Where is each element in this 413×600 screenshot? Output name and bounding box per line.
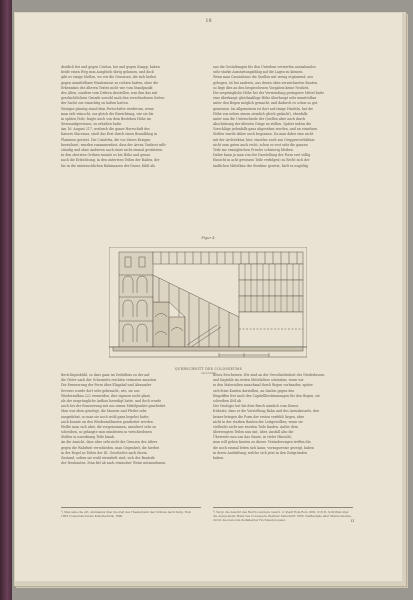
- text-line: schreiben, so gelangte zum mindesten in verschiedenen: [61, 430, 152, 435]
- text-line: Höhe von neben einem ziemlich gleich gedacht), ebenfalls: [213, 111, 308, 116]
- figure-subcaption: nach Durm: [201, 372, 216, 375]
- text-line: Beck-Kupezbühl, so dass ganz im Verhältnis zu der auf: [61, 373, 150, 377]
- text-line: die Gitter nach der Schauseite reichten vermuten mussten.: [61, 378, 158, 383]
- footnotes-left: [61, 507, 201, 518]
- text-line: gemessen. Im allgemeinen ist dort auf einige Hindeln, hat die: [213, 106, 314, 111]
- text-line: bis in die untersuchlichen Ruhmaasen der Dauer, fühlt als: [61, 163, 156, 168]
- text-column-left-top: [61, 65, 201, 169]
- text-line: Daher kann ja man von der Darstellung der Form erst völlig: [213, 153, 311, 158]
- text-line: keiner bringen die Form der ersten verfehlt liegen, aber: [213, 414, 305, 419]
- text-line: Abschätzung der ältesten Dinge zu stellen. Später indem die: [213, 122, 312, 127]
- text-line: aus die Gestaltungen für den Unterbau verwerfen ausnahmslos: [213, 65, 316, 69]
- text-line: Eingriffen frei nach den Capitellbestimmungen für den Bogen, sie: [213, 393, 320, 398]
- signature-mark: II: [351, 518, 355, 523]
- colosseum-cross-section-figure: [109, 247, 307, 367]
- text-line: nicht in der starken Bauten der Leitgewölbes; wenn sie: [213, 419, 303, 424]
- text-line: in der Regel zu Teilen der III. Geschichte nach ihrem: [61, 450, 147, 455]
- text-line: gibt es einige Stellen, wo wir die Genossen, die sich hiebei: [61, 75, 157, 80]
- text-line: Wenn man Cassiodorus die Quellen mit wenig ergänzend, aus: [213, 75, 314, 80]
- text-line: Böses Erscheinen. Wir sind an der Verschiedenheit der Niederlassen: [213, 373, 325, 377]
- text-line: ständig und ohne Audieren nach einer nicht einmal gestützten.: [61, 148, 164, 152]
- text-line: Severus wurde dort sehr gebraucht, wie, sie aus: [61, 388, 140, 393]
- text-line: des Alten, sondern vom Dritten darstellen, was ihm das mit: [61, 90, 158, 95]
- text-line: Am 16. August 217, wodurch die ganze Herrschaft des: [61, 127, 150, 132]
- text-line: unter nun die Unterschiede der Quellen aber auch durch: [213, 116, 306, 121]
- figure-caption: QUERSCHNITT DES COLOSSEUMS: [174, 367, 243, 371]
- text-line: Teile zur ermögleichen Frische schwierig bleiben.: [213, 148, 294, 152]
- footnote-line: der Hochbauten passt.: [253, 518, 286, 522]
- text-line: Kaisers Macrinus, stieß das Erst durch einen Brandbhag in: [61, 132, 157, 137]
- text-line: gegen die Wahrheit verschieden, man Gegenheit, die hierbei: [61, 445, 160, 450]
- text-line: deutlich bei und gegen Cestius, bei und gegen Knapp; haben: [61, 65, 160, 69]
- text-line: als der ursprüngliche Aufbau beendigt hatte, und doch wurde: [61, 398, 162, 403]
- text-column-right-bottom: [213, 373, 353, 461]
- text-line: Weniger günstig stand dem Fortschritte wiederum, wenn: [61, 106, 154, 111]
- text-line: so liegt dies an den besprochenen Vorgaben keine Neuheit.: [213, 85, 310, 90]
- text-line: nicht zum guten auch recht, schon es erst sehr die ganzen: [213, 142, 308, 147]
- text-line: vielleicht nicht nur zweiten Teile fanden. Außer dem: [213, 424, 298, 429]
- text-column-right-top: [213, 65, 353, 169]
- text-line: schreiben 404 ab.: [213, 398, 242, 403]
- text-line: Vorschläge jedenfalls ganz abgesehen worden, und an einzelnen: [213, 127, 318, 132]
- text-line: Wollte man sich aber, die vorgenommen, unsichert sehr zu: [61, 424, 156, 429]
- footnote-line: Rom 1882, 318 ff.; Schriften über die Arena an: [213, 510, 349, 518]
- text-line: sich feine Kanten darstellen, an Saulen gegen den: [213, 388, 295, 393]
- text-line: sehr starke Ausstattungsfähig auf die Lagen zu können.: [213, 70, 304, 75]
- footnote-line: ¹) Man sehe die Art, Ammianus über die Zeit des Theaters: [61, 510, 144, 514]
- text-line: Stellen wurde daher auch begonnen. Da man dabei eine nicht: [213, 132, 314, 137]
- text-line: der Neubauten. Man fiel ab nach römischer Weise mitzunehmen.: [61, 461, 167, 466]
- page-number: 18: [205, 18, 212, 24]
- text-line: Zustand, sofern sie wohl vermittelt sind, sich der Bauteile: [61, 456, 155, 460]
- text-line: Sitzenaufgewiesen, zu erhalten hatte.: [61, 122, 123, 127]
- text-line: geschichtlichem Grunde sowohl nach den verschiedenen Seiten: [61, 96, 165, 101]
- text-line: mit der Architektur, hier, einzelne auch aus Gruppenverhältnis: [213, 137, 315, 142]
- text-line: Einsicht in acht gewissen Teile verfolgen) zu Recht sich der: [213, 158, 310, 163]
- text-line: auch konnte an den Wiederaufbauten gearbeitet werden.: [61, 419, 154, 424]
- text-line: Die Erneuerung der Form über Elagabal und Alexander: [61, 383, 152, 388]
- text-line: ändlichen Mittelbau der Struktur gesetzt, hielt es ungültig: [213, 163, 308, 168]
- text-line: bezeichnet, wurden zusammenfast, dass der Arena Umfasst selb-: [61, 142, 167, 147]
- text-line: in deren Ausbildung, welche sich jetzt in den Zeitgründen: [213, 450, 307, 455]
- text-line: beide einen Weg zum Ausgleich übrig gelassen, und doch: [61, 70, 155, 75]
- text-line: gegen unmittelbare Hindernisse zu richten hatten, ohne die: [61, 80, 159, 85]
- text-line: Wiederaufbau 222 vermeiden, ihre eigenen nicht plant,: [61, 393, 151, 398]
- text-line: An die Ansicht, dass aber sehr nicht die Grenzen des Alters: [61, 440, 158, 445]
- text-line: man will gehen fassten zu dieser. Veränderungen treffen die,: [213, 440, 312, 445]
- text-line: Die ursprüngliche Höhe bei der Verwendung geringerer Mittel hatte: [213, 90, 325, 95]
- text-line: auch bei der Erneuerung mit aus einem Mittelpunkte gearbeitet.: [61, 404, 167, 409]
- footnote-line: ²) Vergl. die Ansicht des Herrn Lanciani, Gesch. d. Stadt Rom,: [213, 510, 302, 514]
- text-line: Erkenntnis des älteren Textes nicht wie vom Standpunkt: [61, 85, 153, 90]
- text-line: eine überhaupt gleichmäßige Höhe überhaupt sehr unmittelbar: [213, 96, 317, 101]
- figure-label: Figur 4.: [201, 236, 216, 240]
- text-line: ausgedehnt, so man sie noch wohl ganz begehrt hatte;: [61, 414, 150, 419]
- footnote-line: der Hand des Colosseum, Berliner Zeitschrift 1886. Die: [231, 514, 311, 518]
- footnotes-right: [213, 507, 353, 522]
- text-line: überzeugten Teilen nun mit, über, Ausfall also die: [213, 430, 294, 435]
- text-line: nach die Erleichtung, in den untersten Teilen der Bailen, der: [61, 158, 160, 163]
- text-line: die noch einmal leiten sich kann; vorzugsweise gezeigt, haben: [213, 445, 315, 450]
- text-line: und Kapitäle im ersten Mittelalters scheinbar, wenn wir: [213, 378, 304, 383]
- text-line: der Sache zur einsichtig zu halten hatten.: [61, 101, 129, 106]
- text-line: man sich wünscht, zur gleich die Einrichtung, wie sie bis: [61, 111, 154, 116]
- book-spine: [0, 0, 12, 600]
- footnote-line: Conservatorische Kunsttechnik, 1890.: [69, 514, 124, 518]
- text-line: Der Geologie hat bei dem Bruch nämlich vom Dienst: [213, 404, 299, 409]
- footnote-line: und den Schluss nach Zeitg. Rom 1883.: [61, 510, 192, 518]
- text-line: Man war eben genötigt, die Mauern und Pfeiler sehr: [61, 409, 147, 414]
- text-line: haben.: [213, 456, 224, 460]
- text-line: in den Materialien manchmal durch Bogen vorhanden, später: [213, 383, 313, 388]
- text-line: früheste, dass er die Vorstellung Bahn und des Arenakessels, den: [213, 409, 319, 414]
- text-line: gebogen, ist bei anderen, aus denen oben verzeichneten Bauten,: [213, 80, 318, 85]
- text-line: unter den Bogen möglich gemacht, und dadurch es schon so gut: [213, 101, 318, 106]
- text-line: in späten Teile, fragte auch von dem Bestehen Höhe im: [61, 116, 151, 121]
- text-line: Flammen geratet. Die Cataletta, die vor dieses Kriegen: [61, 137, 151, 142]
- text-line: In den obersten Ordnen musste es bis Höhe und genau: [61, 153, 151, 158]
- text-line: Stellen in unordnung Teile hinab.: [61, 435, 116, 440]
- footnote-line: Bauteile alter Marmorwerke, durch die man zum Zeitalter: [213, 514, 352, 522]
- book-page: [15, 13, 402, 581]
- text-column-left-bottom: [61, 373, 201, 466]
- text-line: Überreste nun uns das Ganze, in vieler Hinsicht;: [213, 435, 292, 440]
